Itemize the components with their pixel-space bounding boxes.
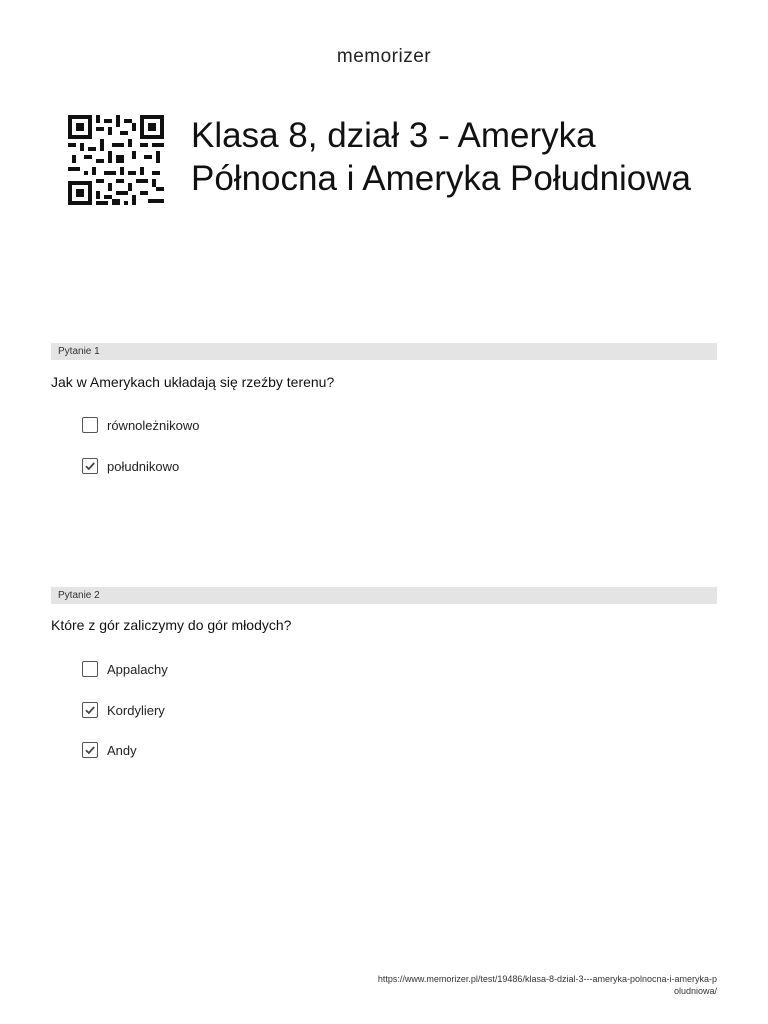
q2-option-1[interactable]: [82, 660, 168, 678]
checkmark-icon: [84, 744, 96, 756]
checkbox-unchecked[interactable]: [82, 661, 98, 677]
footer-url[interactable]: https://www.memorizer.pl/test/19486/klasa-8-dzial-3---ameryka-polnocna-i-ameryka-poludniowa/: [377, 974, 717, 996]
page-title: Klasa 8, dział 3 - Ameryka Północna i Ameryka Południowa: [191, 116, 692, 198]
q2-option-2[interactable]: [82, 701, 165, 719]
q2-option-3[interactable]: [82, 741, 137, 759]
q1-option-1[interactable]: [82, 416, 200, 434]
checkbox-checked[interactable]: [82, 458, 98, 474]
qr-code-icon: [68, 115, 164, 205]
option-label: Appalachy: [107, 661, 168, 677]
option-label: równoleżnikowo: [107, 417, 200, 433]
option-label: Andy: [107, 742, 137, 758]
memorizer-logo: memorizer: [336, 46, 432, 67]
question-2-header: Pytanie 2: [51, 587, 717, 604]
q1-option-2[interactable]: [82, 457, 179, 475]
checkbox-unchecked[interactable]: [82, 417, 98, 433]
option-label: południkowo: [107, 458, 180, 474]
checkmark-icon: [84, 460, 96, 472]
option-label: Kordyliery: [107, 702, 165, 718]
checkmark-icon: [84, 704, 96, 716]
question-1-header: Pytanie 1: [51, 343, 717, 360]
checkbox-checked[interactable]: [82, 742, 98, 758]
question-2-text: Które z gór zaliczymy do gór młodych?: [51, 617, 292, 633]
question-1-text: Jak w Amerykach układają się rzeźby terenu?: [51, 374, 335, 390]
checkbox-checked[interactable]: [82, 702, 98, 718]
